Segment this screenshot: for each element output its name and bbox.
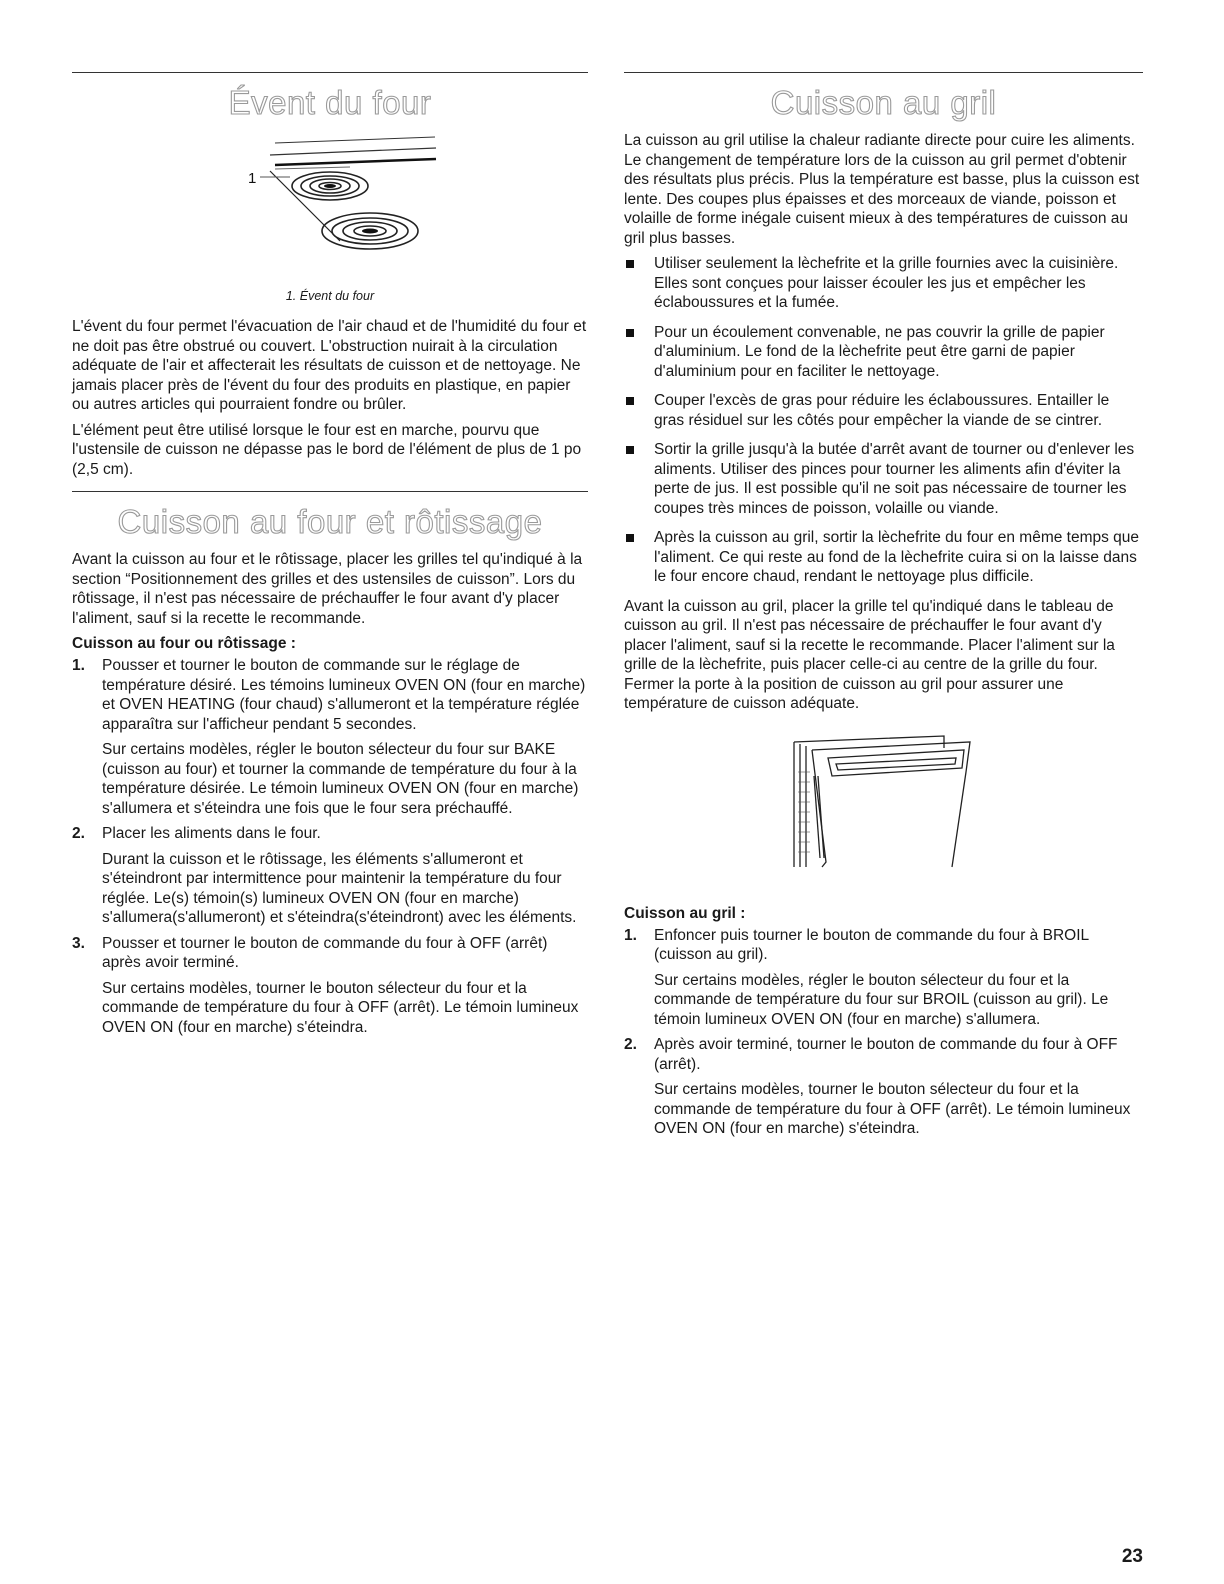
oven-door-broil-position-illustration [784, 732, 984, 882]
step-text: Enfoncer puis tourner le bouton de commande du four à BROIL (cuisson au gril). [654, 926, 1089, 963]
section-title-broil: Cuisson au gril [770, 84, 997, 121]
section-title-bake: Cuisson au four et rôtissage [117, 503, 543, 540]
broil-steps-list [624, 926, 1143, 1139]
broil-tips-list [624, 254, 1143, 587]
broil-tip [624, 440, 1143, 518]
page-number: 23 [1121, 1546, 1143, 1567]
bake-subheading: Cuisson au four ou rôtissage : [72, 635, 296, 652]
step-number: 1. [72, 657, 85, 674]
broil-intro: La cuisson au gril utilise la chaleur radiante directe pour cuire les aliments. Le changement de température lors de la cuisson au gril permet d'obtenir des résultats plus précis. Plus la température est basse, plus la cuisson est lente. Des coupes plus épaisses et des morceaux de viande, poisson et volaille de forme inégale cuisent mieux à des températures de cuisson au gril plus basses. [624, 132, 1140, 247]
tip-text: Sortir la grille jusqu'à la butée d'arrêt avant de tourner ou d'enlever les aliments. Utiliser des pinces pour tourner les aliments afin d'éviter la perte de jus. Il est possible qu'il ne soit pas nécessaire de tourner les coupes très minces de poisson, volaille ou viande. [654, 441, 1135, 517]
broil-tip [624, 254, 1143, 313]
section-divider [72, 491, 588, 492]
broil-step [624, 926, 1143, 1030]
bake-steps-list [72, 656, 588, 1037]
step-number: 3. [72, 934, 85, 952]
broil-tip [624, 528, 1143, 587]
step-number: 2. [72, 825, 85, 842]
tip-text: Après la cuisson au gril, sortir la lèchefrite du four en même temps que l'aliment. Ce qui reste au fond de la lèchefrite cuira si on la laisse dans le four encore chaud, rendant le nettoyage plus difficile. [654, 529, 1140, 585]
callout-number: 1 [248, 170, 257, 187]
step-extra: Sur certains modèles, tourner le bouton sélecteur du four et la commande de température du four à OFF (arrêt). Le témoin lumineux OVEN ON (four en marche) s'éteindra. [102, 979, 579, 1036]
tip-text: Couper l'excès de gras pour réduire les éclaboussures. Entailler le gras résiduel sur les côtés pour empêcher la viande de se cintrer. [654, 392, 1110, 429]
broil-step [624, 1035, 1143, 1139]
bullet-square-icon [626, 329, 634, 337]
bake-step [72, 656, 588, 818]
bake-step [72, 824, 588, 928]
step-text: Pousser et tourner le bouton de commande sur le réglage de température désiré. Les témoins lumineux OVEN ON (four en marche) et OVEN HEATING (four chaud) s'allumeront et la température réglée apparaîtra sur l'afficheur pendant 5 secondes. [102, 657, 586, 733]
broil-instructions: Avant la cuisson au gril, placer la grille tel qu'indiqué dans le tableau de cuisson au gril. Il n'est pas nécessaire de préchauffer le four avant d'y placer l'aliment, sauf si la recette le recommande. Placer l'aliment sur la grille de la lèchefrite, puis placer celle-ci au centre de la grille du four. Fermer la porte à la position de cuisson au gril pour assurer une température de cuisson adéquate. [624, 597, 1115, 712]
step-number: 1. [624, 926, 637, 944]
broil-tip [624, 391, 1143, 430]
section-divider [624, 72, 1143, 73]
step-text: Placer les aliments dans le four. [102, 825, 321, 842]
bullet-square-icon [626, 397, 634, 405]
oven-vent-illustration [200, 131, 460, 281]
broil-subheading: Cuisson au gril : [624, 904, 746, 922]
section-title-vent: Évent du four [228, 84, 432, 121]
bullet-square-icon [626, 260, 634, 268]
step-extra: Durant la cuisson et le rôtissage, les éléments s'allumeront et s'éteindront par intermittence pour maintenir la température du four réglée. Le(s) témoin(s) lumineux OVEN ON (four en marche) s'allumera(s'allumeront) et s'éteindra(s'éteindront) avec les éléments. [102, 850, 577, 926]
step-text: Après avoir terminé, tourner le bouton de commande du four à OFF (arrêt). [654, 1036, 1118, 1073]
bullet-square-icon [626, 446, 634, 454]
vent-paragraph: L'élément peut être utilisé lorsque le four est en marche, pourvu que l'ustensile de cuisson ne dépasse pas le bord de l'élément de plus de 1 po (2,5 cm). [72, 421, 582, 478]
step-extra: Sur certains modèles, régler le bouton sélecteur du four et la commande de température du four sur BROIL (cuisson au gril). Le témoin lumineux OVEN ON (four en marche) s'allumera. [654, 971, 1109, 1028]
broil-tip [624, 323, 1143, 382]
bake-step [72, 934, 588, 1038]
step-extra: Sur certains modèles, tourner le bouton sélecteur du four et la commande de température du four à OFF (arrêt). Le témoin lumineux OVEN ON (four en marche) s'éteindra. [654, 1081, 1131, 1137]
vent-paragraph: L'évent du four permet l'évacuation de l'air chaud et de l'humidité du four et ne doit pas être obstrué ou couvert. L'obstruction nuirait à la circulation adéquate de l'air et affecterait les résultats de cuisson et de nettoyage. Ne jamais placer près de l'évent du four des produits en plastique, en papier ou autres articles qui pourraient fondre ou brûler. [72, 318, 587, 413]
bullet-square-icon [626, 534, 634, 542]
tip-text: Pour un écoulement convenable, ne pas couvrir la grille de papier d'aluminium. Le fond de la lèchefrite peut être garni de papier d'aluminium pour en faciliter le nettoyage. [654, 323, 1105, 380]
tip-text: Utiliser seulement la lèchefrite et la grille fournies avec la cuisinière. Elles sont conçues pour laisser écouler les jus et empêcher les éclaboussures et la fumée. [654, 255, 1119, 311]
section-divider [72, 72, 588, 73]
step-text: Pousser et tourner le bouton de commande du four à OFF (arrêt) après avoir terminé. [102, 934, 548, 971]
step-extra: Sur certains modèles, régler le bouton sélecteur du four sur BAKE (cuisson au four) et tourner la commande de température du four à la température désirée. Le témoin lumineux OVEN ON (four en marche) s'allumera et s'éteindra une fois que le four sera préchauffé. [102, 741, 579, 817]
right-column [624, 72, 1143, 1145]
step-number: 2. [624, 1036, 637, 1053]
left-column [72, 72, 588, 1043]
figure-caption: 1. Évent du four [285, 289, 375, 303]
bake-intro: Avant la cuisson au four et le rôtissage, placer les grilles tel qu'indiqué à la section “Positionnement des grilles et des ustensiles de cuisson”. Lors du rôtissage, il n'est pas nécessaire de préchauffer le four avant d'y placer l'aliment, sauf si la recette le recommande. [72, 551, 583, 627]
